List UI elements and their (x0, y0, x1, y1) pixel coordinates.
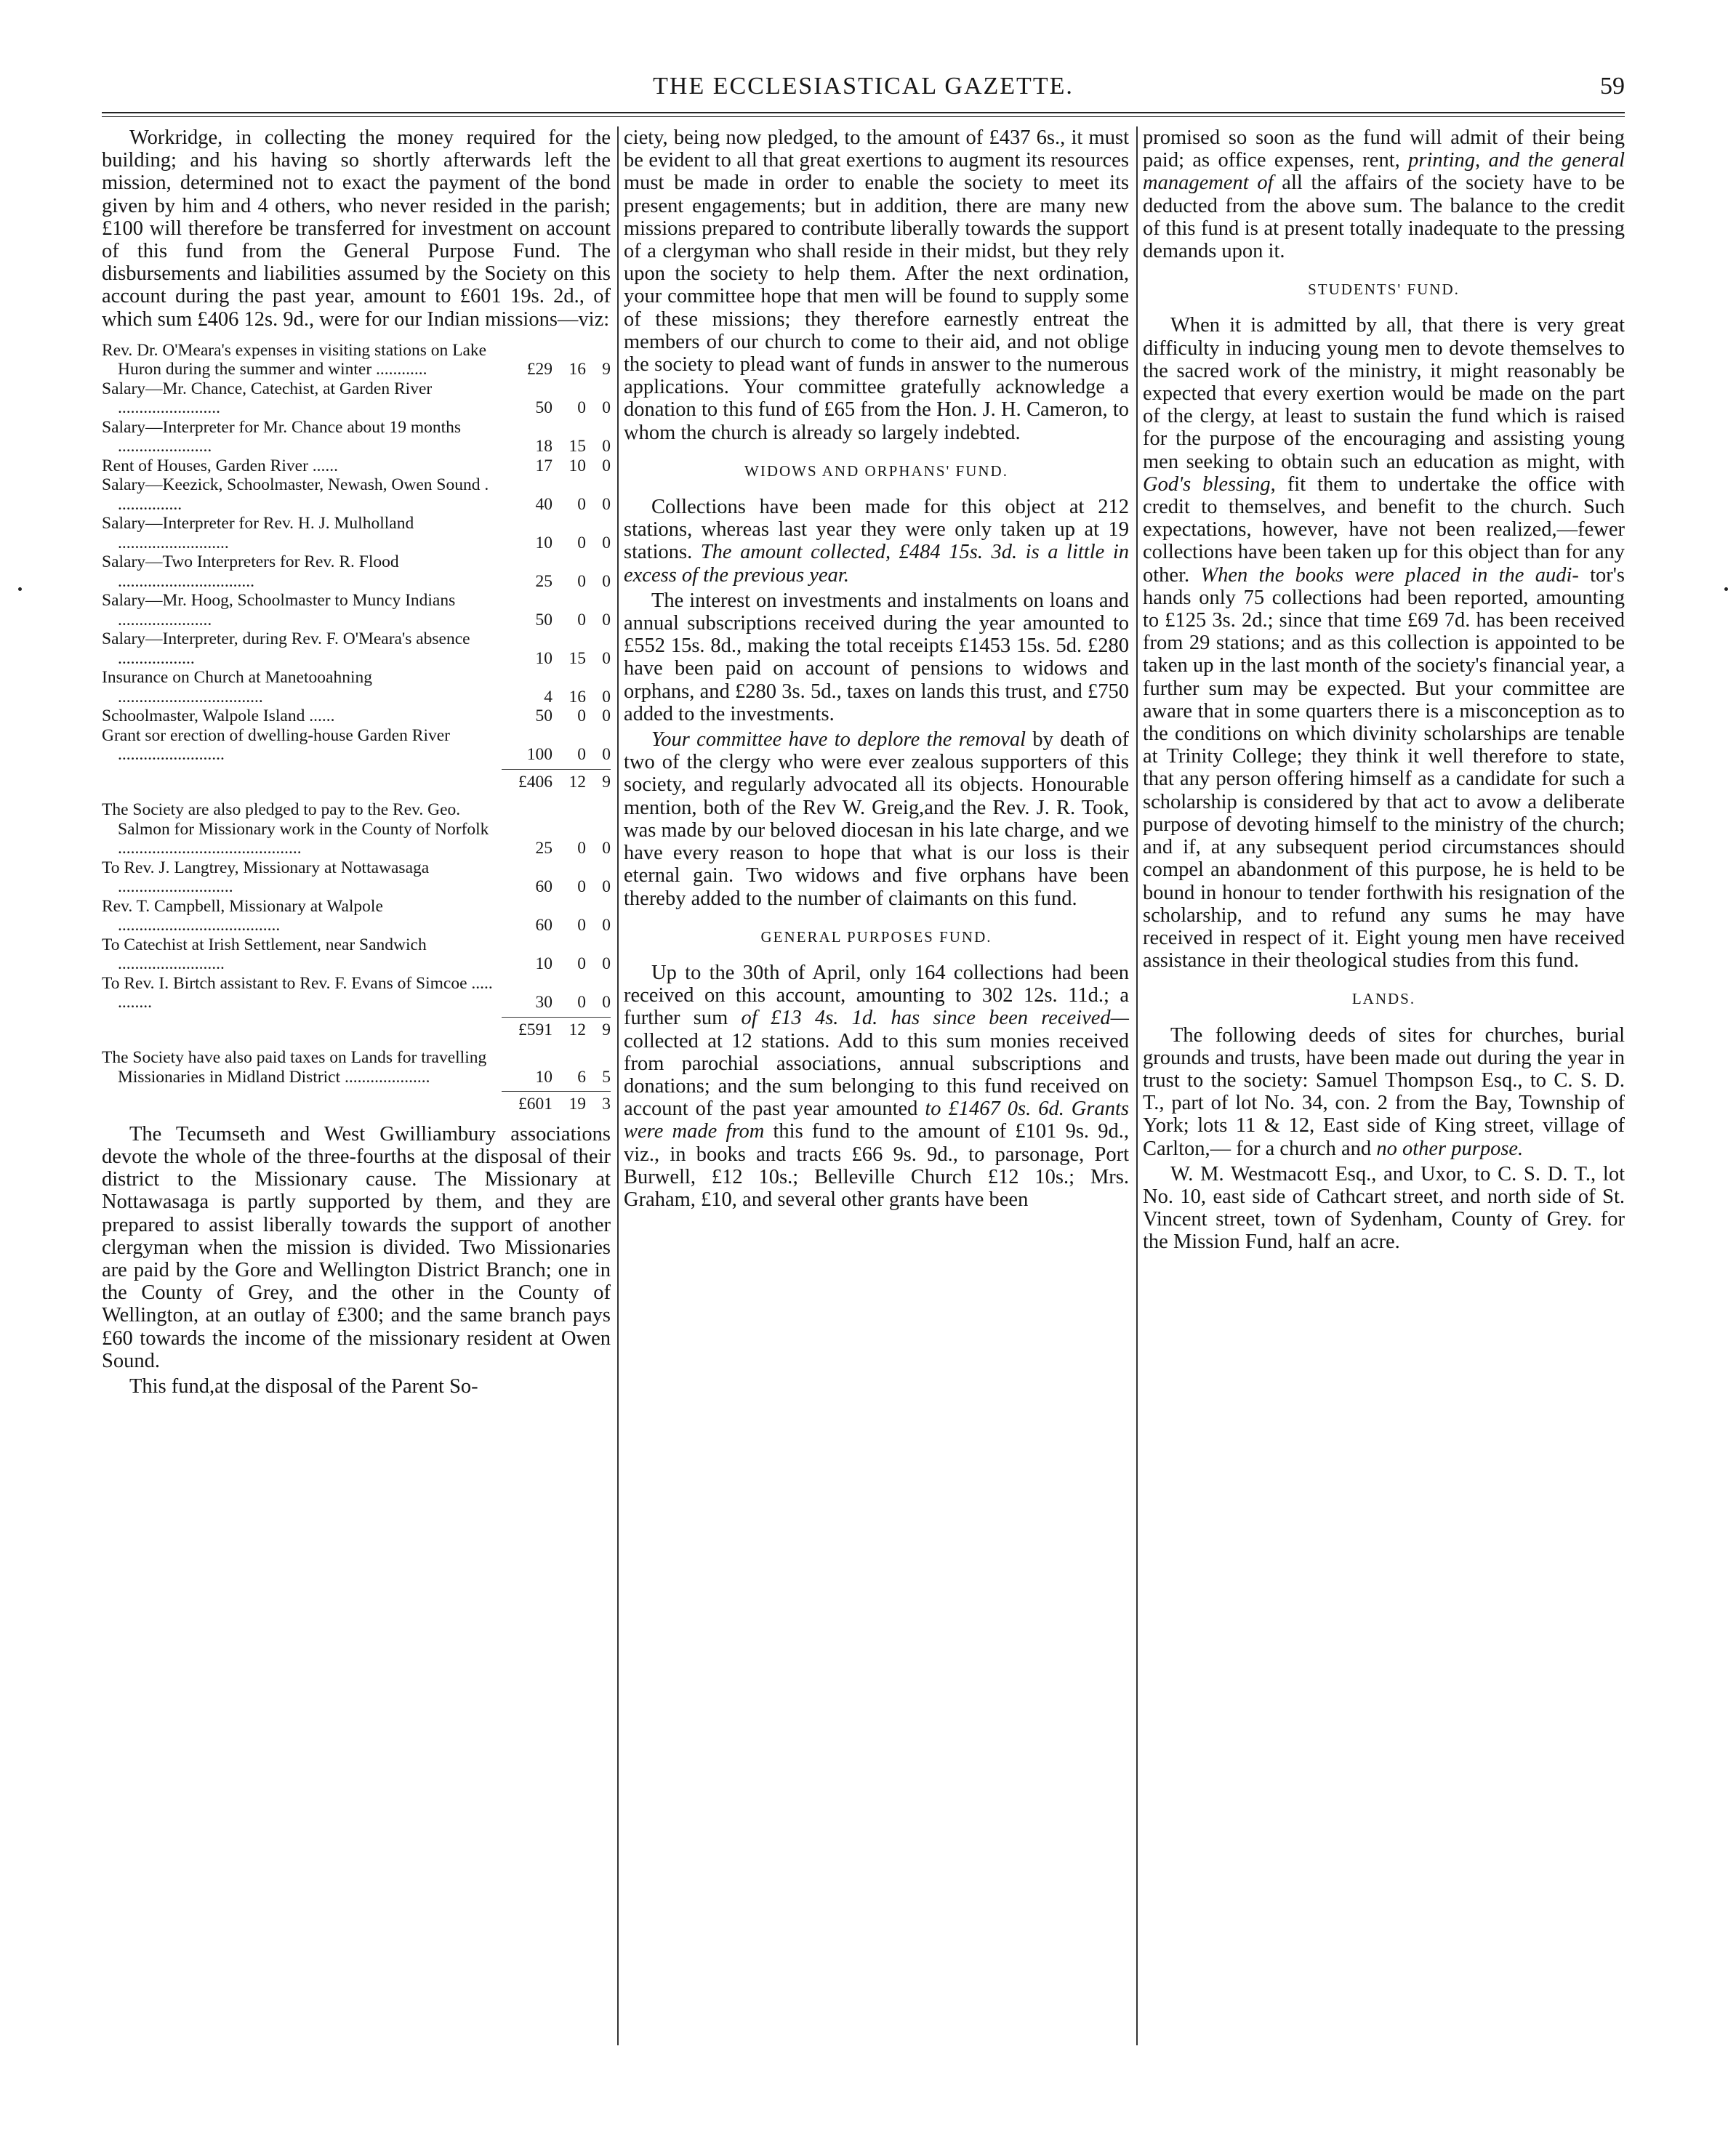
paragraph: Your committee have to deplore the removal by death of two of the clergy who were ever zealous supporters of this society, and regularly advocated all its objects. Honourable mention, both of the Rev W. Greig,and the Rev. J. R. Took, was made by our beloved diocesan in his late charge, and we have every reason to hope that what is our loss is their eternal gain. Two widows and five orphans have been thereby added to the number of claimants on this fund. (624, 728, 1130, 910)
page-title: THE ECCLESIASTICAL GAZETTE. (653, 73, 1074, 100)
paragraph: Workridge, in collecting the money required for the building; and his having so shortly afterwards left the mission, determined not to exact the payment of the bond given by him and 4 others, who never resided in the parish; £100 will therefore be transferred for investment on account of this fund from the General Purpose Fund. The disbursements and liabilities assumed by the Society on this account during the past year, amount to £601 19s. 2d., of which sum £406 12s. 9d., were for our Indian missions—viz: (102, 126, 611, 331)
account-total: £601 19 3 (102, 1091, 611, 1114)
account-row: Salary—Mr. Chance, Catechist, at Garden River ........................ 50 0 0 (102, 379, 611, 418)
account-row: Rev. Dr. O'Meara's expenses in visiting stations on Lake Huron during the summer and winter ............ £29 16 9 (102, 340, 611, 379)
paragraph: W. M. Westmacott Esq., and Uxor, to C. S. D. T., lot No. 10, east side of Cathcart street, and north side of St. Vincent street, town of Sydenham, County of Grey. for the Mission Fund, half an acre. (1143, 1162, 1625, 1254)
account-row: Salary—Interpreter for Mr. Chance about 19 months ...................... 18 15 0 (102, 417, 611, 456)
account-subtotal: £591 12 9 (102, 1017, 611, 1040)
section-heading: LANDS. (1351, 990, 1416, 1008)
section-heading: GENERAL PURPOSES FUND. (760, 927, 992, 946)
running-head (102, 65, 1625, 112)
page-number: 59 (1600, 73, 1625, 100)
paragraph: The interest on investments and instalments on loans and annual subscriptions received during the year amounted to £552 15s. 8d., making the total receipts £1453 15s. 5d. £280 have been paid on account of pensions to widows and orphans, and £280 3s. 5d., taxes on lands this trust, and £750 added to the investments. (624, 589, 1129, 725)
account-row: To Rev. J. Langtrey, Missionary at Nottawasaga ........................... 60 0 0 (102, 858, 611, 897)
section-heading: STUDENTS' FUND. (1308, 281, 1460, 299)
column-2 (624, 126, 1129, 1214)
account-subtotal: £406 12 9 (102, 769, 611, 792)
header-rule (102, 112, 1625, 113)
disbursement-account (102, 341, 611, 1114)
column-divider (1136, 126, 1138, 2045)
account-row: Schoolmaster, Walpole Island ...... 50 0 0 (102, 706, 611, 726)
paragraph: ciety, being now pledged, to the amount of £437 6s., it must be evident to all that great exertions to augment its resources must be made in order to enable the society to meet its present engagements; but in addition, there are many new missions prepared to contribute liberally towards the support of a clergyman who shall reside in their midst, but they rely upon the society to help them. After the next ordination, your committee hope that men will be found to supply some of these missions; they therefore earnestly entreat the members of our church to come to their aid, and not oblige the society to plead want of funds in answer to the numerous applications. Your committee gratefully acknowledge a donation to this fund of £65 from the Hon. J. H. Cameron, to whom the church is already so largely indebted. (624, 126, 1129, 444)
print-speck (18, 587, 22, 591)
paragraph: This fund,at the disposal of the Parent So- (129, 1375, 478, 1398)
account-row: To Catechist at Irish Settlement, near Sandwich ......................... 10 0 0 (102, 935, 611, 974)
paragraph: Up to the 30th of April, only 164 collections had been received on this account, amounting to 302 12s. 11d.; a further sum of £13 4s. 1d. has since been received— collected at 12 stations. Add to this sum monies received from parochial associations, annual subscriptions and donations; and the sum belonging to this fund received on account of the past year amounted to £1467 0s. 6d. Grants were made from this fund to the amount of £101 9s. 9d., viz., in books and tracts £66 9s. 9d., to parsonage, Port Burwell, £12 10s.; Belleville Church £12 10s.; Mrs. Graham, £10, and several other grants have been (624, 961, 1130, 1211)
account-row: Rev. T. Campbell, Missionary at Walpole ...................................... 60 0 0 (102, 896, 611, 935)
section-heading: WIDOWS AND ORPHANS' FUND. (744, 462, 1008, 480)
account-row: The Society have also paid taxes on Lands for travelling Missionaries in Midland District .................... 10 6 5 (102, 1048, 611, 1087)
account-row: Rent of Houses, Garden River ...... 17 10 0 (102, 456, 611, 475)
account-row: To Rev. I. Birtch assistant to Rev. F. Evans of Simcoe ..... ........ 30 0 0 (102, 973, 611, 1012)
account-row: Grant sor erection of dwelling-house Garden River ......................... 100 0 0 (102, 725, 611, 765)
account-row: Salary—Interpreter, during Rev. F. O'Meara's absence .................. 10 15 0 (102, 629, 611, 668)
paragraph: The following deeds of sites for churches, burial grounds and trusts, have been made out during the year in trust to the society: Samuel Thompson Esq., to C. S. D. T., part of lot No. 34, con. 2 from the Bay, Township of York; lots 11 & 12, East side of King street, village of Carlton,— for a church and no other purpose. (1143, 1023, 1625, 1160)
account-row: Salary—Interpreter for Rev. H. J. Mulholland .......................... 10 0 0 (102, 514, 611, 552)
column-1 (102, 126, 611, 1401)
gazette-page (102, 65, 1625, 2042)
header-rule-thin (102, 116, 1625, 117)
column-3 (1143, 126, 1625, 1257)
paragraph: The Tecumseth and West Gwilliambury associations devote the whole of the three-fourths at the disposal of their district to the Missionary cause. The Missionary at Nottawasaga is partly supported by them, and they are prepared to assist liberally towards the support of another clergyman when the mission is divided. Two Missionaries are paid by the Gore and Wellington District Branch; one in the County of Grey, and the other in the County of Wellington, at an outlay of £300; and the same branch pays £60 towards the income of the missionary resident at Owen Sound. (102, 1122, 611, 1372)
print-speck (1724, 587, 1728, 591)
account-row: Insurance on Church at Manetooahning .................................. 4 16 0 (102, 668, 611, 706)
account-row: Salary—Mr. Hoog, Schoolmaster to Muncy Indians ...................... 50 0 0 (102, 591, 611, 629)
column-divider (617, 126, 619, 2045)
account-row: Salary—Two Interpreters for Rev. R. Flood ................................ 25 0 0 (102, 552, 611, 591)
paragraph: promised so soon as the fund will admit of their being paid; as office expenses, rent, printing, and the general management of all the affairs of the society have to be deducted from the above sum. The balance to the credit of this fund is at present totally inadequate to the pressing demands upon it. (1143, 126, 1625, 263)
paragraph: When it is admitted by all, that there is very great difficulty in inducing young men to devote themselves to the sacred work of the ministry, it might reasonably be expected that every exertion would be made on the part of the clergy, at least to sustain the fund which is raised for the purpose of the encouraging and assisting young men seeking to obtain such an education as might, with God's blessing, fit them to undertake the office with credit to themselves, and benefit to the church. Such expectations, however, have not been realized,—fewer collections have been taken up for this object than for any other. When the books were placed in the audi- tor's hands only 75 collections had been reported, amounting to £125 3s. 2d.; since that time £69 7d. has been received from 29 stations; and as this collection is appointed to be taken up in the last month of the society's financial year, a further sum may be expected. But your committee are aware that in some quarters there is a misconception as to the conditions on which divinity scholarships are tenable at Trinity College; they think it well therefore to state, that any person offering himself as a candidate for such a scholarship is considered by that act to avow a deliberate purpose of devoting himself to the ministry of the church; and if, at any subsequent period circumstances should compel an abandonment of this purpose, he is held to be bound in honour to tender forthwith his resignation of the scholarship, and to refund any sums he may have received in respect of it. Eight young men have received assistance in their theological studies from this fund. (1143, 314, 1626, 973)
account-row: The Society are also pledged to pay to the Rev. Geo. Salmon for Missionary work in the County of Norfolk ........................................... 25 0 0 (102, 800, 611, 858)
paragraph: Collections have been made for this object at 212 stations, whereas last year they were only taken up at 19 stations. The amount collected, £484 15s. 3d. is a little in excess of the previous year. (624, 496, 1129, 587)
account-row: Salary—Keezick, Schoolmaster, Newash, Owen Sound . ............... 40 0 0 (102, 475, 611, 514)
